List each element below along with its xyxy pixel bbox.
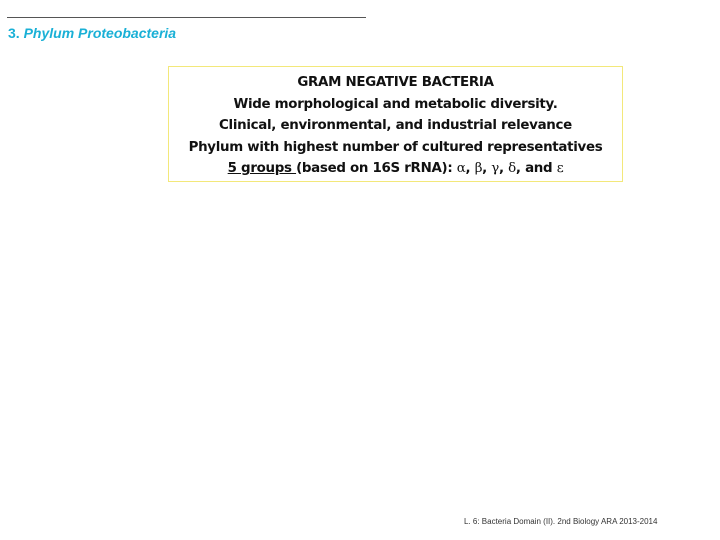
top-divider-line bbox=[7, 17, 366, 18]
separator: , bbox=[482, 161, 492, 177]
delta-symbol: δ bbox=[508, 161, 516, 177]
summary-line-cultured: Phylum with highest number of cultured representatives bbox=[188, 139, 603, 155]
and-text: , and bbox=[515, 161, 557, 177]
alpha-symbol: α bbox=[456, 161, 466, 177]
epsilon-symbol: ε bbox=[556, 161, 564, 177]
groups-count-label: 5 groups bbox=[227, 161, 297, 177]
gamma-symbol: γ bbox=[491, 161, 499, 177]
section-heading bbox=[8, 25, 176, 41]
summary-box bbox=[168, 66, 623, 182]
separator: , bbox=[465, 161, 475, 177]
separator: , bbox=[499, 161, 509, 177]
summary-line-diversity: Wide morphological and metabolic diversity. bbox=[233, 96, 558, 112]
summary-line-relevance: Clinical, environmental, and industrial relevance bbox=[219, 118, 572, 134]
summary-line-groups bbox=[169, 158, 622, 180]
section-title: Phylum Proteobacteria bbox=[23, 25, 177, 41]
slide-footer: L. 6: Bacteria Domain (II). 2nd Biology ARA 2013-2014 bbox=[464, 517, 658, 526]
section-number: 3. bbox=[8, 25, 20, 41]
summary-line-gram-negative: GRAM NEGATIVE BACTERIA bbox=[297, 75, 494, 90]
beta-symbol: β bbox=[474, 161, 483, 177]
groups-basis-text: (based on 16S rRNA): bbox=[296, 161, 457, 177]
